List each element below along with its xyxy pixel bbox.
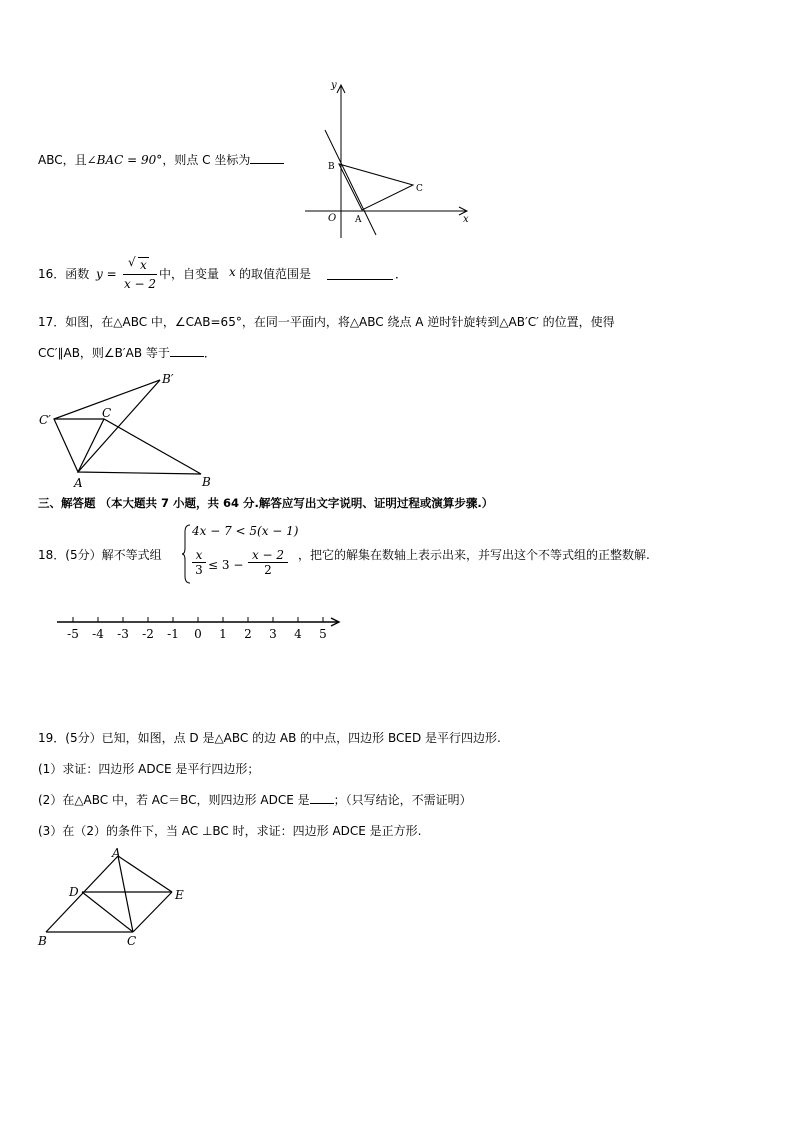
q18-num: 18．(5分）解不等式组: [38, 548, 162, 562]
q19-part-2: [38, 791, 472, 808]
q15-lead: ABC，且: [38, 153, 87, 167]
q19-label-e: E: [175, 888, 184, 902]
q16-end: ．: [395, 267, 408, 281]
q17-line1: 17．如图，在△ABC 中，∠CAB=65°，在同一平面内，将△ABC 绕点 A 逆时针旋转到△AB′C′ 的位置，使得: [38, 315, 615, 329]
number-line-label: -1: [167, 627, 179, 641]
q19-part-2-text-a: (2）在△ABC 中，若 AC＝BC，则四边形 ADCE 是: [38, 793, 310, 807]
q17-label-a: A: [74, 476, 83, 490]
q15-text: [38, 151, 284, 168]
q16-lhs: y =: [96, 267, 117, 281]
number-line-label: -3: [117, 627, 129, 641]
q16-answer-blank: [327, 265, 393, 280]
q19-part-1: (1）求证：四边形 ADCE 是平行四边形；: [38, 762, 260, 776]
section-3-heading: 三、解答题 （本大题共 7 小题，共 64 分.解答应写出文字说明、证明过程或演算步骤.）: [38, 496, 494, 510]
number-line-label: -4: [92, 627, 104, 641]
number-line-label: 2: [244, 627, 252, 641]
q16-var: x: [229, 265, 236, 279]
q17-label-bprime: B′: [162, 372, 174, 386]
point-c-label: C: [416, 184, 423, 194]
q19-parallelogram-figure: [34, 846, 194, 948]
q18-frac-left: [192, 548, 206, 577]
q15-angle: ∠BAC = 90°: [86, 153, 163, 167]
q18-brace: [181, 524, 191, 584]
q18-frac-right: [248, 548, 288, 577]
number-line-label: 0: [194, 627, 202, 641]
x-axis-label: x: [463, 214, 469, 225]
q18-number-line: [54, 612, 344, 642]
q18-tail: ，把它的解集在数轴上表示出来，并写出这个不等式组的正整数解.: [298, 548, 650, 562]
q18-frac-left-den: 3: [195, 563, 203, 577]
q18-frac-right-num: x − 2: [251, 548, 285, 562]
q18-frac-left-num: x: [195, 548, 203, 562]
q16-tail: 的取值范围是: [239, 267, 312, 281]
q18-inequality-1: 4x − 7 < 5(x − 1): [192, 524, 299, 538]
number-line-label: 3: [269, 627, 277, 641]
q19-label-c: C: [127, 934, 137, 948]
q16-sqrt-var: x: [140, 258, 147, 272]
number-line-label: -5: [67, 627, 79, 641]
origin-label: O: [328, 213, 337, 224]
q19-label-a: A: [112, 846, 121, 860]
number-line-label: 1: [219, 627, 227, 641]
q19-part-2-text-b: ；（只写结论，不需证明）: [333, 793, 472, 807]
q18-block: [38, 522, 758, 588]
q18-frac-right-den: 2: [264, 563, 272, 577]
q15-coordinate-figure: [300, 78, 480, 243]
q19-part-3: (3）在（2）的条件下，当 AC ⊥BC 时，求证：四边形 ADCE 是正方形.: [38, 824, 422, 838]
q17-line2-text: CC′∥AB，则∠B′AB 等于: [38, 346, 170, 360]
q19-label-d: D: [69, 885, 79, 899]
q16-mid: 中，自变量: [159, 267, 220, 281]
q19-stem: 19．(5分）已知，如图，点 D 是△ABC 的边 AB 的中点，四边形 BCED 是平行四边形.: [38, 731, 501, 745]
q18-ineq2-mid: ≤ 3 −: [208, 558, 244, 572]
q16-num: 16．函数: [38, 267, 90, 281]
q15-tail: ，则点 C 坐标为: [162, 153, 251, 167]
number-line-label: 5: [319, 627, 327, 641]
q16-fraction: √ x x − 2: [123, 255, 157, 291]
number-line-label: 4: [294, 627, 302, 641]
q16-denominator: x − 2: [123, 277, 157, 291]
number-line-ticks: [67, 617, 327, 641]
q17-label-cprime: C′: [39, 413, 51, 427]
q17-label-c: C: [102, 406, 112, 420]
point-a-label: A: [355, 215, 362, 225]
q17-answer-blank: [170, 356, 204, 357]
q19-label-b: B: [38, 934, 47, 948]
point-b-label: B: [328, 162, 335, 172]
number-line-label: -2: [142, 627, 154, 641]
y-axis-label: y: [331, 80, 337, 91]
q17-rotation-figure: [36, 372, 216, 490]
q19-answer-blank: [310, 803, 334, 804]
q15-answer-blank: [250, 163, 284, 164]
q17-line2: [38, 344, 216, 361]
q17-label-b: B: [202, 475, 211, 489]
q17-end: ．: [203, 346, 216, 360]
